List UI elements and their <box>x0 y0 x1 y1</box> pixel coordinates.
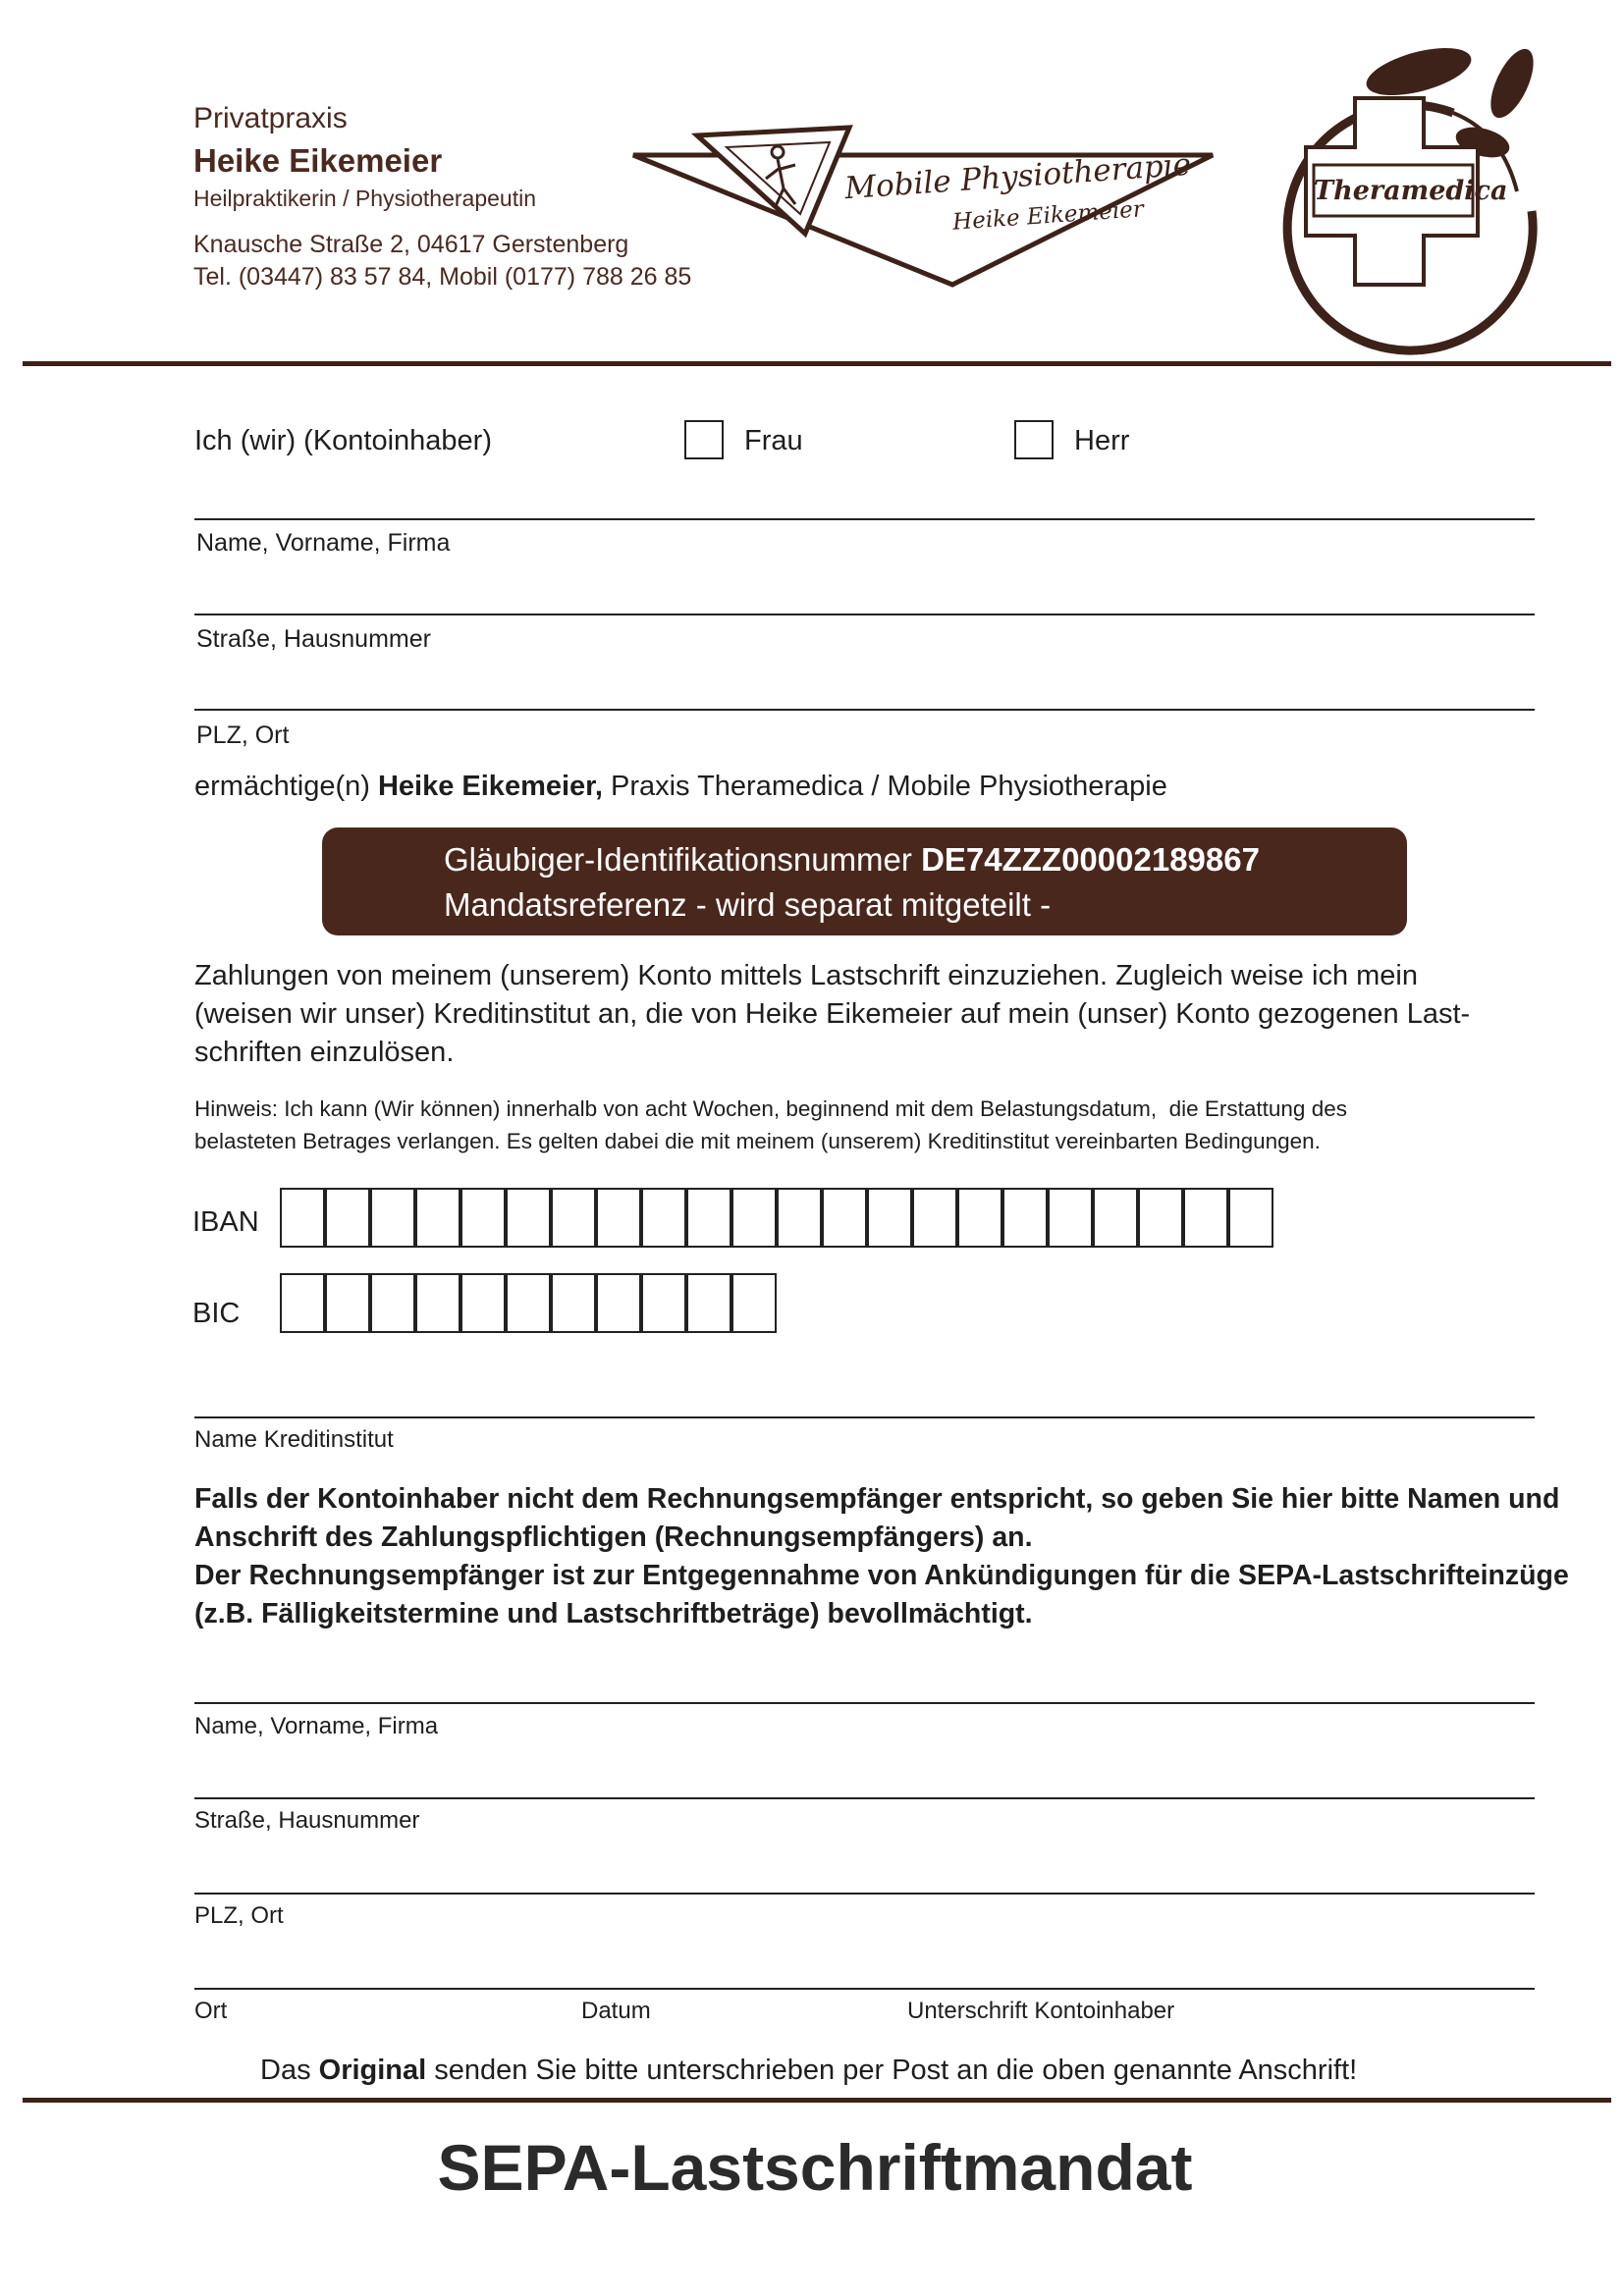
bic-cell[interactable] <box>280 1273 325 1333</box>
street-field-label: Straße, Hausnummer <box>196 625 431 653</box>
iban-cell[interactable] <box>370 1188 415 1248</box>
iban-cell[interactable] <box>551 1188 596 1248</box>
payer-street-field-line[interactable] <box>194 1797 1535 1799</box>
mandate-paragraph <box>194 957 1540 1072</box>
creditor-id: DE74ZZZ00002189867 <box>921 841 1260 878</box>
theramedica-logo <box>1267 44 1551 358</box>
payer-city-field-line[interactable] <box>194 1893 1535 1895</box>
send-prefix: Das <box>260 2055 319 2086</box>
send-bold: Original <box>318 2055 427 2086</box>
signature-line[interactable] <box>194 1988 1535 1990</box>
header-divider <box>23 361 1611 366</box>
refund-note <box>194 1093 1549 1157</box>
phone: Tel. (03447) 83 57 84, Mobil (0177) 788 26 85 <box>193 263 692 291</box>
bank-name-field-line[interactable] <box>194 1416 1535 1418</box>
iban-cell[interactable] <box>1138 1188 1183 1248</box>
payer-notice-line-4: (z.B. Fälligkeitstermine und Lastschriftbeträge) bevollmächtigt. <box>194 1598 1033 1629</box>
practice-type: Privatpraxis <box>193 102 348 134</box>
mandate-line-1: Zahlungen von meinem (unserem) Konto mittels Lastschrift einzuziehen. Zugleich weise ich mein <box>194 960 1418 991</box>
bank-name-label: Name Kreditinstitut <box>194 1426 394 1453</box>
address: Knausche Straße 2, 04617 Gerstenberg <box>193 231 629 258</box>
iban-cell[interactable] <box>596 1188 641 1248</box>
iban-cell[interactable] <box>822 1188 867 1248</box>
payer-notice-line-3: Der Rechnungsempfänger ist zur Entgegennahme von Ankündigungen für die SEPA-Lastschrifteinzüge <box>194 1560 1569 1591</box>
logo-mobile-title: Mobile Physiotherapie <box>843 146 1193 207</box>
logo-theramedica-text: Theramedica <box>1314 176 1508 206</box>
city-field-label: PLZ, Ort <box>196 721 290 749</box>
street-field-line[interactable] <box>194 614 1535 615</box>
bic-cell[interactable] <box>506 1273 551 1333</box>
mandate-line-3: schriften einzulösen. <box>194 1037 455 1068</box>
payer-notice-line-1: Falls der Kontoinhaber nicht dem Rechnungsempfänger entspricht, so geben Sie hier bitte Namen und <box>194 1483 1560 1515</box>
logo-mobile-sub: Heike Eikemeier <box>951 196 1145 236</box>
name-field-line[interactable] <box>194 518 1535 520</box>
mandate-reference: Mandatsreferenz - wird separat mitgeteilt - <box>444 886 1052 923</box>
mandate-line-2: (weisen wir unser) Kreditinstitut an, die von Heike Eikemeier auf mein (unser) Konto gezogenen Last- <box>194 998 1471 1030</box>
mobile-physiotherapie-logo <box>628 108 1218 290</box>
owner-name: Heike Eikemeier <box>193 142 443 179</box>
iban-input[interactable] <box>280 1188 1273 1248</box>
bic-input[interactable] <box>280 1273 777 1333</box>
profession: Heilpraktikerin / Physiotherapeutin <box>193 186 537 211</box>
iban-cell[interactable] <box>686 1188 731 1248</box>
bic-label: BIC <box>192 1298 241 1329</box>
place-label: Ort <box>194 1998 228 2024</box>
iban-cell[interactable] <box>777 1188 822 1248</box>
iban-cell[interactable] <box>641 1188 686 1248</box>
iban-cell[interactable] <box>1093 1188 1138 1248</box>
iban-cell[interactable] <box>957 1188 1002 1248</box>
payer-city-label: PLZ, Ort <box>194 1902 284 1929</box>
iban-cell[interactable] <box>1228 1188 1273 1248</box>
creditor-id-line <box>444 837 1407 882</box>
iban-cell[interactable] <box>1048 1188 1093 1248</box>
iban-cell[interactable] <box>1002 1188 1048 1248</box>
footer-divider <box>23 2098 1611 2103</box>
payer-name-label: Name, Vorname, Firma <box>194 1713 439 1739</box>
send-suffix: senden Sie bitte unterschrieben per Post an die oben genannte Anschrift! <box>426 2055 1358 2086</box>
bic-cell[interactable] <box>641 1273 686 1333</box>
iban-cell[interactable] <box>325 1188 370 1248</box>
authorization-line <box>194 771 1167 803</box>
note-line-2: belasteten Betrages verlangen. Es gelten dabei die mit meinem (unserem) Kreditinstitut vereinbarten Bedingungen. <box>194 1129 1321 1153</box>
iban-cell[interactable] <box>1183 1188 1228 1248</box>
bic-cell[interactable] <box>731 1273 777 1333</box>
account-holder-label: Ich (wir) (Kontoinhaber) <box>194 425 492 456</box>
iban-cell[interactable] <box>415 1188 460 1248</box>
iban-cell[interactable] <box>280 1188 325 1248</box>
bic-cell[interactable] <box>370 1273 415 1333</box>
bic-cell[interactable] <box>415 1273 460 1333</box>
iban-cell[interactable] <box>912 1188 957 1248</box>
creditor-name: Heike Eikemeier, <box>377 771 603 802</box>
option-herr-label: Herr <box>1074 425 1130 456</box>
name-field-label: Name, Vorname, Firma <box>196 529 451 557</box>
authorization-prefix: ermächtige(n) <box>194 771 378 802</box>
payer-notice-line-2: Anschrift des Zahlungspflichtigen (Rechnungsempfängers) an. <box>194 1522 1033 1553</box>
option-frau-label: Frau <box>744 425 803 456</box>
checkbox-frau[interactable] <box>684 420 724 459</box>
iban-cell[interactable] <box>460 1188 506 1248</box>
payer-street-label: Straße, Hausnummer <box>194 1807 420 1834</box>
note-line-1: Hinweis: Ich kann (Wir können) innerhalb von acht Wochen, beginnend mit dem Belastungsdatum, die Erstattung des <box>194 1096 1347 1121</box>
send-original-note <box>260 2055 1357 2087</box>
date-label: Datum <box>581 1998 651 2024</box>
bic-cell[interactable] <box>460 1273 506 1333</box>
iban-label: IBAN <box>192 1206 259 1238</box>
creditor-id-label: Gläubiger-Identifikationsnummer <box>444 841 922 878</box>
payer-name-field-line[interactable] <box>194 1702 1535 1704</box>
authorization-suffix: Praxis Theramedica / Mobile Physiotherapie <box>602 771 1167 802</box>
signature-label: Unterschrift Kontoinhaber <box>907 1998 1175 2024</box>
checkbox-herr[interactable] <box>1014 420 1054 459</box>
payer-notice <box>194 1480 1569 1633</box>
creditor-banner <box>322 828 1407 935</box>
bic-cell[interactable] <box>325 1273 370 1333</box>
iban-cell[interactable] <box>506 1188 551 1248</box>
city-field-line[interactable] <box>194 709 1535 711</box>
iban-cell[interactable] <box>731 1188 777 1248</box>
bic-cell[interactable] <box>596 1273 641 1333</box>
bic-cell[interactable] <box>686 1273 731 1333</box>
iban-cell[interactable] <box>867 1188 912 1248</box>
bic-cell[interactable] <box>551 1273 596 1333</box>
document-title: SEPA-Lastschriftmandat <box>437 2131 1193 2204</box>
